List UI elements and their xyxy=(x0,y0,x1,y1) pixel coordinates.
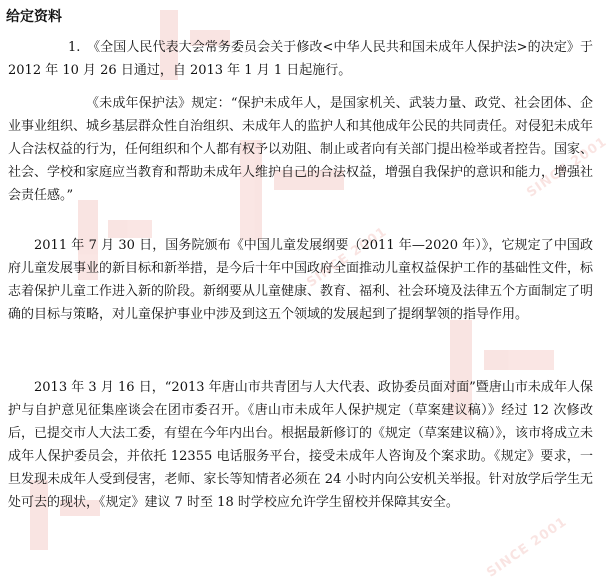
section-title: 给定资料 xyxy=(6,9,62,25)
watermark-text-3: SINCE 2001 xyxy=(484,514,571,581)
paragraph-4: 2013 年 3 月 16 日，“2013 年唐山市共青团与人大代表、政协委员面对面”暨唐山市未成年人保护与自护意见征集座谈会在团市委召开。《唐山市未成年人保护规定（草案建议稿）》经过 12 次修改后，已提交市人大法工委，有望在今年内出台。根据最新修订的《规定（草案建议稿）》，该市将成立未成年人保护委员会，并依托 12355 电话服务平台，接受未成年人咨询及个案求助。《规定》要求，一旦发现未成年人受到侵害，老师、家长等知情者必须在 24 小时内向公安机关举报。针对放学后学生无处可去的现状，《规定》建议 7 时至 18 时学校应允许学生留校并保障其安全。 xyxy=(8,380,594,510)
watermark-text-1: SINCE 2001 xyxy=(304,224,391,291)
watermark-text-2: SINCE 2001 xyxy=(524,134,610,201)
paragraph-1: 1. 《全国人民代表大会常务委员会关于修改<中华人民共和国未成年人保护法>的决定》于 2012 年 10 月 26 日通过，自 2013 年 1 月 1 日起施行。 xyxy=(8,40,593,78)
paragraph-2: 《未成年保护法》规定：“保护未成年人，是国家机关、武装力量、政党、社会团体、企业事业组织、城乡基层群众性自治组织、未成年人的监护人和其他成年公民的共同责任。对侵犯未成年人合法权益的行为，任何组织和个人都有权予以劝阻、制止或者向有关部门提出检举或者控告。国家、社会、学校和家庭应当教育和帮助未成年人维护自己的合法权益，增强自我保护的意识和能力，增强社会责任感。” xyxy=(8,96,594,203)
paragraph-3: 2011 年 7 月 30 日，国务院颁布《中国儿童发展纲要（2011 年—2020 年）》，它规定了中国政府儿童发展事业的新目标和新举措，是今后十年中国政府全面推动儿童权益保护工作的基础性文件，标志着保护儿童工作进入新的阶段。新纲要从儿童健康、教育、福利、社会环境及法律五个方面制定了明确的目标与策略，对儿童保护事业中涉及到这五个领域的发展起到了提纲挈领的指导作用。 xyxy=(8,238,594,322)
